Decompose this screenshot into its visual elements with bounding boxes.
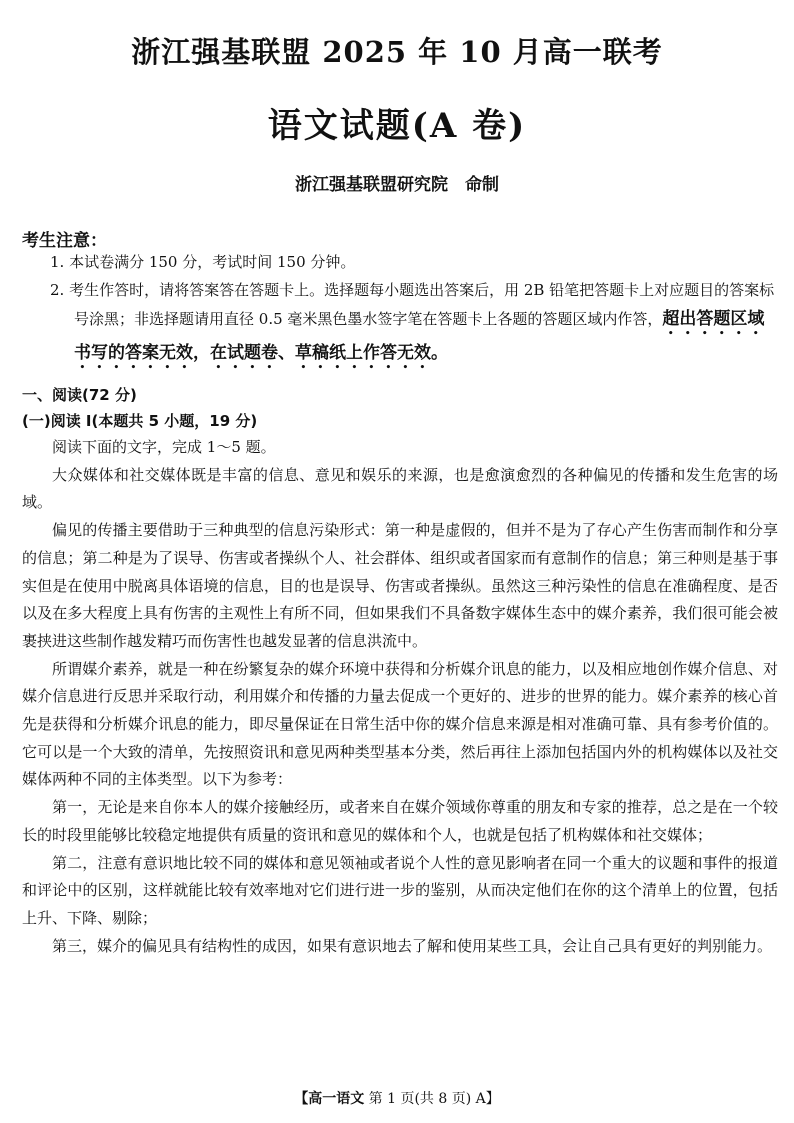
footer-page-number: 第 1 页(共 8 页) [368, 1091, 472, 1107]
footer-right: A】 [475, 1091, 500, 1107]
author-line: 浙江强基联盟研究院 命制 [295, 175, 499, 195]
notice-item-1: 1. 本试卷满分 150 分，考试时间 150 分钟。 [50, 253, 356, 271]
subject-title: 语文试题(A 卷) [267, 106, 527, 146]
passage-paragraph: 偏见的传播主要借助于三种典型的信息污染形式：第一种是虚假的，但并不是为了存心产生伤害而制作和分享的信息；第二种是为了误导、伤害或者操纵个人、社会群体、组织或者国家而有意制作的信息；第三种则是基于事实但是在使用中脱离具体语境的信息，目的也是误导、伤害或者操纵。虽然这三种污染性的信息在准确程度、是否以及在多大程度上具有伤害的主观性上有所不同，但如果我们不具备数字媒体生态中的媒介素养，我们很可能会被裹挟进这些制作越发精巧而伤害性也越发显著的信息洪流中。 [22, 521, 778, 650]
exam-title: 浙江强基联盟 2025 年 10 月高一联考 [131, 35, 663, 69]
page-footer [0, 1088, 794, 1108]
notice-item-2 [50, 276, 780, 373]
passage-paragraph: 阅读下面的文字，完成 1～5 题。 [52, 438, 276, 456]
subsection-heading: (一)阅读 Ⅰ(本题共 5 小题，19 分) [22, 412, 258, 430]
footer-left: 【高一语文 [294, 1091, 365, 1107]
notice-item-2-emphasis: 超出答题区域书写的答案无效，在试题卷、草稿纸上作答无效。 [74, 309, 765, 363]
passage-paragraph: 大众媒体和社交媒体既是丰富的信息、意见和娱乐的来源，也是愈演愈烈的各种偏见的传播和发生危害的场域。 [22, 465, 778, 512]
notice-item-2-text: 2. 考生作答时，请将答案答在答题卡上。选择题每小题选出答案后，用 2B 铅笔把答题卡上对应题目的答案标号涂黑；非选择题请用直径 0.5 毫米黑色墨水签字笔在答题卡上各题的答题区域内作答， [50, 281, 775, 328]
passage-paragraph: 第三，媒介的偏见具有结构性的成因，如果有意识地去了解和使用某些工具，会让自己具有更好的判别能力。 [52, 936, 773, 955]
passage-paragraph: 第一，无论是来自你本人的媒介接触经历，或者来自在媒介领域你尊重的朋友和专家的推荐，总之是在一个较长的时段里能够比较稳定地提供有质量的资讯和意见的媒体和个人，也就是包括了机构媒体和社交媒体； [22, 798, 778, 844]
notice-heading: 考生注意： [22, 231, 107, 251]
section-heading: 一、阅读(72 分) [22, 386, 137, 404]
reading-passage [22, 434, 778, 960]
passage-paragraph: 所谓媒介素养，就是一种在纷繁复杂的媒介环境中获得和分析媒介讯息的能力，以及相应地创作媒介信息、对媒介信息进行反思并采取行动，利用媒介和传播的力量去促成一个更好的、进步的世界的能力。媒介素养的核心首先是获得和分析媒介讯息的能力，即尽量保证在日常生活中你的媒介信息来源是相对准确可靠、具有参考价值的。它可以是一个大致的清单，先按照资讯和意见两种类型基本分类，然后再往上添加包括国内外的机构媒体以及社交媒体两种不同的主体类型。以下为参考： [22, 659, 778, 789]
passage-paragraph: 第二，注意有意识地比较不同的媒体和意见领袖或者说个人性的意见影响者在同一个重大的议题和事件的报道和评论中的区别，这样就能比较有效率地对它们进行进一步的鉴别，从而决定他们在你的这个清单上的位置，包括上升、下降、剔除； [22, 853, 778, 927]
